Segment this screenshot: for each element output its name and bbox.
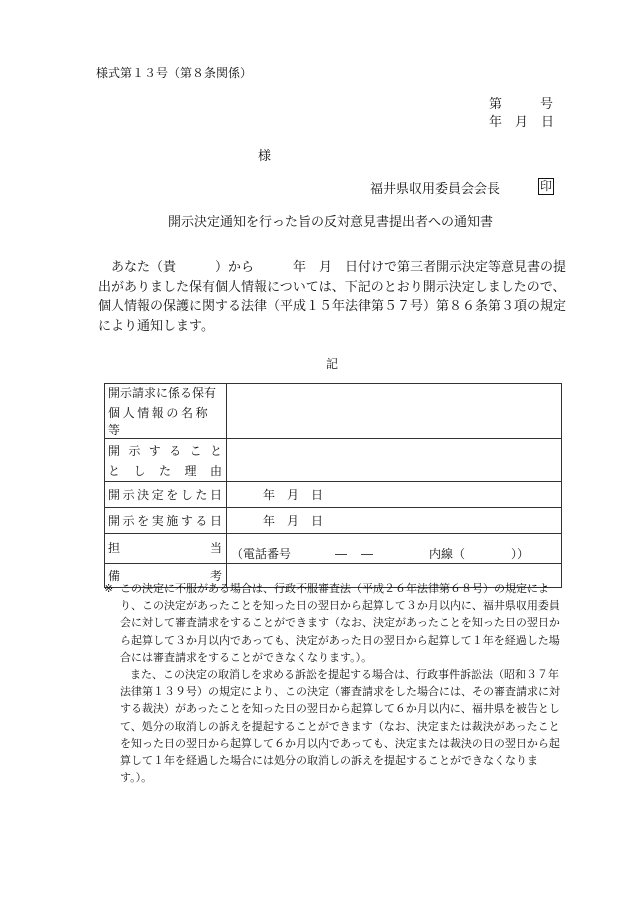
label-char: 定 — [151, 488, 164, 502]
value-info-name[interactable] — [227, 384, 562, 439]
phone-label: （電話番号 — [231, 547, 292, 561]
phone-dash: ― — [335, 547, 348, 561]
label-char: す — [148, 443, 161, 458]
label-text: 個人情報の名称等 — [108, 406, 211, 437]
label-char: た — [195, 488, 208, 502]
label-info-name-line2 — [108, 404, 222, 438]
label-char: 施 — [166, 514, 179, 528]
label-char: 実 — [151, 514, 164, 528]
label-char: 示 — [122, 488, 135, 502]
label-char: 由 — [209, 463, 222, 478]
date-day: 日 — [311, 514, 324, 528]
phone-dash: ― — [361, 547, 374, 561]
label-char: 決 — [137, 488, 150, 502]
info-table — [104, 383, 562, 588]
label-implementation-date — [105, 508, 227, 534]
label-char: し — [133, 463, 146, 478]
value-contact[interactable] — [227, 534, 562, 564]
note-paragraph-1 — [104, 580, 562, 666]
label-char: 担 — [108, 541, 121, 555]
date-year: 年 — [263, 514, 276, 528]
table-row-info-name — [105, 384, 562, 439]
label-decision-date — [105, 482, 227, 508]
table-row-reason — [105, 439, 562, 482]
doc-number-prefix: 第 — [489, 97, 503, 112]
issue-date-month: 月 — [515, 115, 529, 130]
document-title: 開示決定通知を行った旨の反対意見書提出者への通知書 — [168, 215, 494, 230]
doc-number-suffix: 号 — [540, 97, 554, 112]
label-info-name-line1 — [108, 384, 222, 401]
date-day: 日 — [311, 488, 324, 502]
value-implementation-date[interactable] — [227, 508, 562, 534]
label-char: 日 — [209, 514, 222, 528]
body-paragraph: あなた（貴 ）から 年 月 日付けで第三者開示決定等意見書の提出がありました保有個人情報については、下記のとおり開示決定しましたので、個人情報の保護に関する法律（平成１５年法律第５７号）第８６条第３項の規定により通知します。 — [98, 260, 567, 334]
label-char: 日 — [209, 488, 222, 502]
label-char: 示 — [122, 514, 135, 528]
table-row-decision-date — [105, 482, 562, 508]
label-char: る — [195, 514, 208, 528]
seal-mark: 印 — [540, 179, 553, 193]
label-char: と — [209, 443, 222, 458]
issue-date-year: 年 — [489, 115, 503, 130]
label-char: 開 — [108, 514, 121, 528]
issue-date-line — [489, 111, 554, 130]
sender-name: 福井県収用委員会会長 — [370, 182, 501, 197]
value-decision-date[interactable] — [227, 482, 562, 508]
date-month: 月 — [287, 514, 300, 528]
label-char: 開 — [108, 443, 121, 458]
label-text: 開示請求に係る保有 — [108, 386, 217, 400]
label-reason-line2 — [108, 462, 222, 479]
label-char: 当 — [209, 541, 222, 555]
appeal-note — [104, 580, 562, 786]
issue-date-day: 日 — [541, 115, 555, 130]
label-char: 開 — [108, 488, 121, 502]
note-paragraph-2: また、この決定の取消しを求める訴訟を提起する場合は、行政事件訴訟法（昭和３７年法律第１３９号）の規定により、この決定（審査請求をした場合には、その審査請求に対する裁決）があったことを知った日の翌日から起算して６か月以内に、福井県を被告として、処分の取消しの訴えを提起することができます（なお、決定または裁決があったことを知った日の翌日から起算して６か月以内であっても、決定または裁決の日の翌日から起算して１年を経過した場合には処分の取消しの訴えを提起することができなくなります。）。 — [120, 668, 560, 785]
label-char: す — [180, 514, 193, 528]
label-reason-line1 — [108, 442, 222, 459]
extension-close: ）） — [511, 547, 530, 561]
note-text-1: この決定に不服がある場合は、行政不服審査法（平成２６年法律第６８号）の規定により、この決定があったことを知った日の翌日から起算して３か月以内に、福井県収用委員会に対して審査請求をすることができます（なお、決定があったことを知った日の翌日から起算して３か月以内であっても、決定があった日の翌日から起算して１年を経過した場合には審査請求をすることができなくなります。）。 — [120, 582, 560, 664]
label-char: こ — [189, 443, 202, 458]
table-row-implementation-date — [105, 508, 562, 534]
label-char: 考 — [209, 569, 222, 583]
label-char: 理 — [184, 463, 197, 478]
form-number: 様式第１３号（第８条関係） — [96, 66, 253, 80]
label-reason — [105, 439, 227, 482]
label-char: を — [166, 488, 179, 502]
note-mark: ※ — [104, 582, 114, 595]
extension-label: 内線（ — [429, 547, 466, 561]
date-year: 年 — [263, 488, 276, 502]
label-char: と — [108, 463, 121, 478]
date-month: 月 — [287, 488, 300, 502]
label-info-name — [105, 384, 227, 439]
label-char: し — [180, 488, 193, 502]
addressee-honorific: 様 — [258, 149, 272, 164]
ki-heading: 記 — [326, 357, 339, 371]
label-char: 備 — [108, 569, 121, 583]
label-char: た — [158, 463, 171, 478]
label-contact — [105, 534, 227, 564]
label-char: を — [137, 514, 150, 528]
document-number-line — [489, 93, 553, 112]
label-char: る — [169, 443, 182, 458]
value-reason[interactable] — [227, 439, 562, 482]
label-char: 示 — [128, 443, 141, 458]
table-row-contact — [105, 534, 562, 564]
